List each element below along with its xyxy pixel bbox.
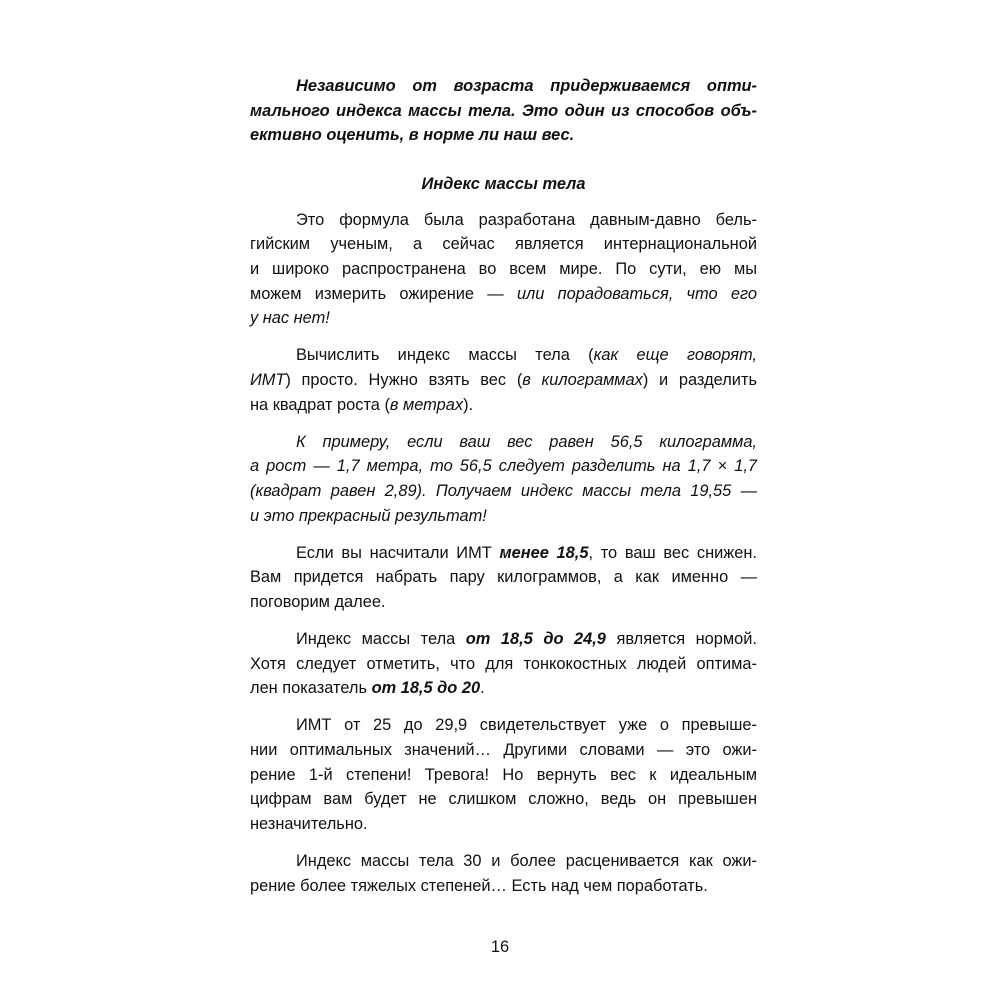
- text-line: мального индекса массы тела. Это один из способов объ-: [250, 101, 757, 120]
- section-heading: Индекс массы тела: [421, 174, 586, 193]
- lead-paragraph: [250, 74, 757, 148]
- bold-italic-run: от 18,5 до 24,9: [465, 630, 606, 649]
- text-run: ) просто. Нужно взять вес (: [285, 370, 523, 389]
- paragraph-normal: [250, 627, 757, 701]
- text-run: Индекс массы тела: [296, 630, 466, 649]
- text-run: , то ваш вес снижен.: [588, 543, 757, 562]
- italic-run: в метрах: [389, 395, 464, 414]
- text-line: и широко распространена во всем мире. По сути, ею мы: [250, 259, 757, 278]
- paragraph-obesity: [250, 849, 757, 898]
- text-line: поговорим далее.: [250, 592, 386, 611]
- text-line: [250, 343, 757, 368]
- paragraph-example: [250, 430, 757, 528]
- italic-run: или порадоваться, что его: [516, 284, 757, 303]
- text-line: [250, 368, 757, 393]
- text-line: Хотя следует отметить, что для тонкокостных людей оптима-: [250, 654, 757, 673]
- text-line: у нас нет!: [250, 309, 330, 328]
- text-run: является нормой.: [605, 630, 757, 649]
- text-line: нии оптимальных значений… Другими словами — это ожи-: [250, 741, 757, 760]
- paragraph-overweight: [250, 713, 757, 836]
- bold-italic-run: от 18,5 до 20: [371, 679, 481, 698]
- text-run: Если вы насчитали ИМТ: [296, 543, 500, 562]
- text-line: К примеру, если ваш вес равен 56,5 килограмма,: [296, 432, 757, 451]
- italic-run: ИМТ: [250, 370, 286, 389]
- text-line: ективно оценить, в норме ли наш вес.: [250, 126, 575, 145]
- text-run: ) и разделить: [642, 370, 757, 389]
- text-line: Индекс массы тела 30 и более расценивается как ожи-: [296, 852, 757, 870]
- text-line: Независимо от возраста придерживаемся опти-: [296, 77, 757, 95]
- text-line: [250, 676, 757, 701]
- bold-italic-run: менее 18,5: [499, 543, 589, 562]
- paragraph-formula-origin: [250, 208, 757, 331]
- text-line: незначительно.: [250, 814, 368, 833]
- text-line: [250, 627, 757, 652]
- text-run: .: [480, 679, 485, 698]
- text-line: цифрам вам будет не слишком сложно, ведь он превышен: [250, 790, 757, 809]
- text-run: можем измерить ожирение —: [250, 284, 517, 303]
- paragraph-underweight: [250, 541, 757, 615]
- paragraph-calculation: [250, 343, 757, 417]
- text-line: Это формула была разработана давным-давно бель-: [296, 210, 757, 229]
- text-line: и это прекрасный результат!: [250, 506, 487, 525]
- text-run: ).: [463, 395, 474, 414]
- text-run: Вычислить индекс массы тела (: [296, 346, 594, 365]
- text-line: ИМТ от 25 до 29,9 свидетельствует уже о превыше-: [296, 716, 757, 735]
- text-line: а рост — 1,7 метра, то 56,5 следует разделить на 1,7 × 1,7: [250, 457, 757, 476]
- text-run: лен показатель: [250, 679, 372, 698]
- italic-run: как еще говорят,: [593, 346, 757, 365]
- page-number: 16: [490, 938, 510, 956]
- text-line: [250, 282, 757, 307]
- text-line: [250, 393, 757, 418]
- text-line: рение 1-й степени! Тревога! Но вернуть вес к идеальным: [250, 765, 757, 784]
- text-line: рение более тяжелых степеней… Есть над чем поработать.: [250, 876, 708, 895]
- text-line: гийским ученым, а сейчас является интернациональной: [250, 235, 757, 254]
- text-run: на квадрат роста (: [250, 395, 390, 414]
- text-line: (квадрат равен 2,89). Получаем индекс массы тела 19,55 —: [250, 481, 757, 500]
- text-line: [250, 541, 757, 566]
- italic-run: в килограммах: [522, 370, 643, 389]
- text-line: Вам придется набрать пару килограммов, а как именно —: [250, 568, 757, 587]
- page-body: [250, 74, 757, 898]
